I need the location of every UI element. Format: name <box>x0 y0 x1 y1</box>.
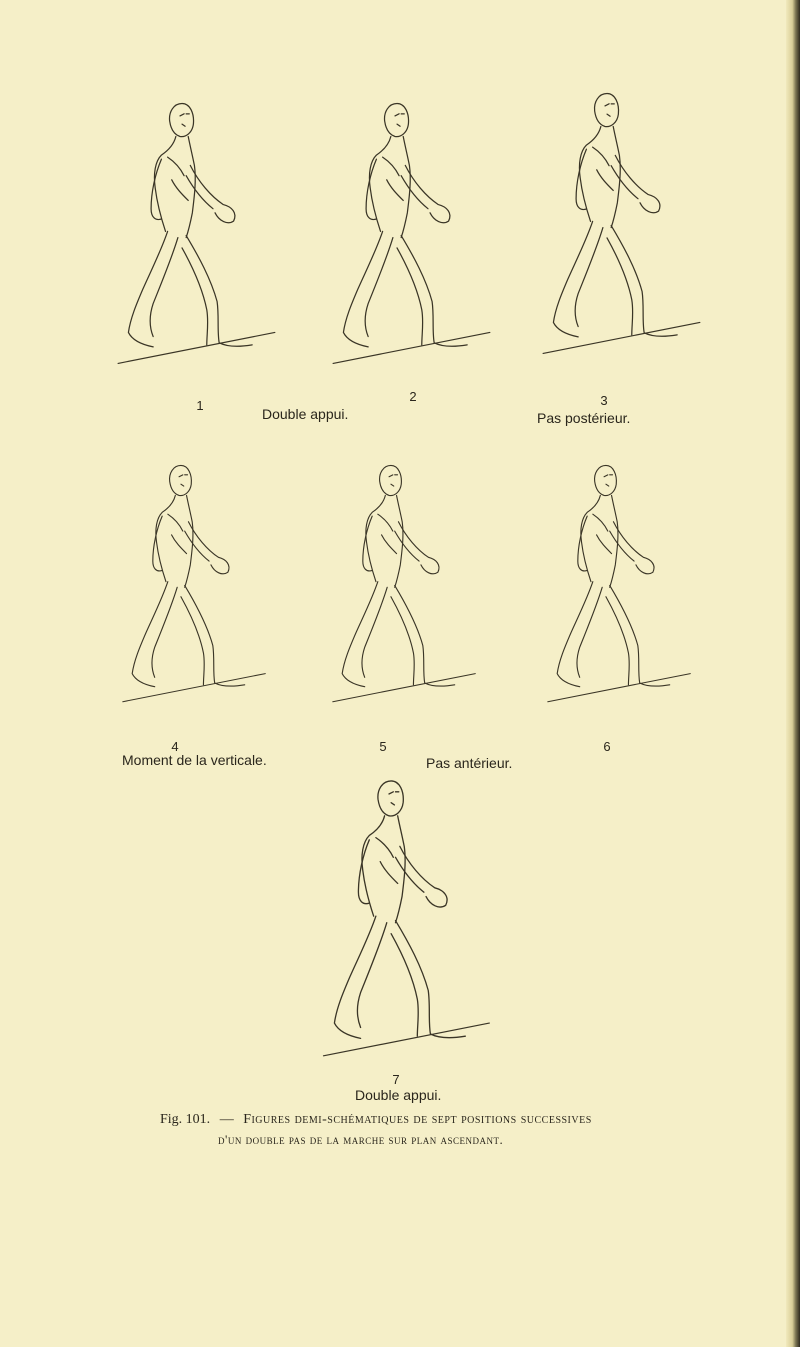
walking-figure-2 <box>330 85 495 385</box>
figure-reference: Fig. 101. <box>160 1112 211 1127</box>
page-edge <box>786 0 800 1347</box>
figure-number-6: 6 <box>603 739 611 754</box>
figure-number-4: 4 <box>171 739 179 754</box>
label-moment-verticale: Moment de la verticale. <box>122 752 267 768</box>
walking-figure-3 <box>540 75 705 375</box>
label-pas-posterieur: Pas postérieur. <box>537 410 631 426</box>
figure-number-3: 3 <box>600 393 608 408</box>
figure-caption-line-1 <box>160 1112 592 1128</box>
walking-figure-1 <box>115 85 280 385</box>
figure-number-1: 1 <box>196 398 204 413</box>
label-pas-anterieur: Pas antérieur. <box>426 755 513 771</box>
walking-figure-4 <box>120 440 270 730</box>
walking-figure-7 <box>315 770 500 1070</box>
caption-title: Figures demi-schématiques de sept positions successives <box>243 1112 592 1127</box>
figure-caption-line-2: d'un double pas de la marche sur plan ascendant. <box>218 1132 504 1147</box>
walking-figure-6 <box>545 440 695 730</box>
label-double-appui-bottom: Double appui. <box>355 1087 442 1103</box>
caption-dash: — <box>219 1112 234 1127</box>
walking-figure-5 <box>330 440 480 730</box>
figure-number-2: 2 <box>409 389 417 404</box>
figure-number-5: 5 <box>379 739 387 754</box>
figure-number-7: 7 <box>392 1072 400 1087</box>
label-double-appui-top: Double appui. <box>262 406 349 422</box>
